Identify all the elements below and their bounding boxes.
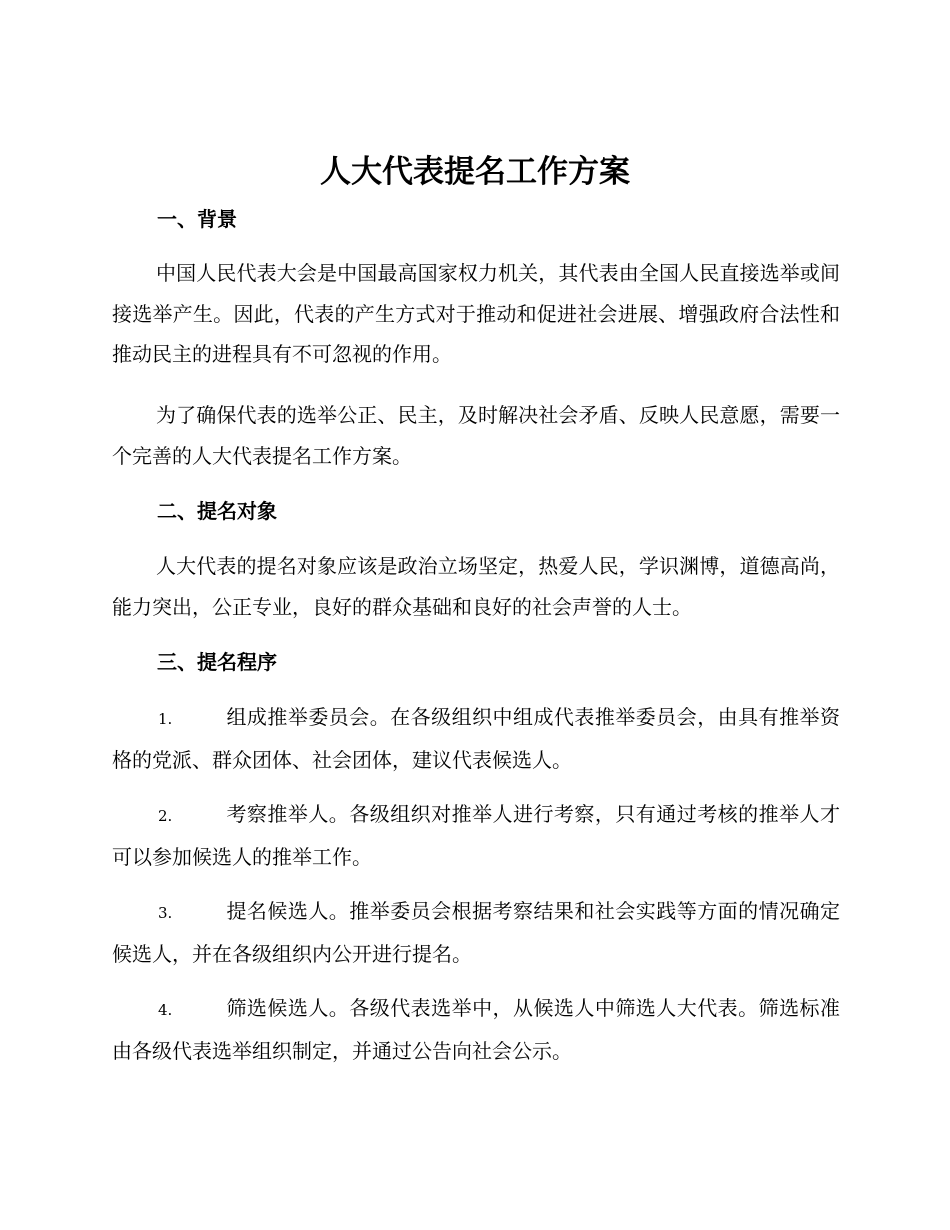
- nominees-paragraph: 人大代表的提名对象应该是政治立场坚定，热爱人民，学识渊博，道德高尚，能力突出，公正专业，良好的群众基础和良好的社会声誉的人士。: [112, 554, 840, 619]
- item-number: 2.: [158, 807, 173, 825]
- procedure-item: [112, 794, 840, 877]
- section-heading-nominees: 二、提名对象: [157, 499, 277, 523]
- procedure-item: [112, 988, 840, 1071]
- document-title: 人大代表提名工作方案: [320, 154, 630, 190]
- background-paragraph-2: 为了确保代表的选举公正、民主，及时解决社会矛盾、反映人民意愿，需要一个完善的人大代表提名工作方案。: [112, 403, 840, 468]
- item-text: 提名候选人。推举委员会根据考察结果和社会实践等方面的情况确定候选人，并在各级组织内公开进行提名。: [112, 899, 840, 966]
- item-number: 3.: [158, 904, 173, 922]
- item-text: 考察推举人。各级组织对推举人进行考察，只有通过考核的推举人才可以参加候选人的推举工作。: [112, 802, 840, 869]
- section-heading-background: 一、背景: [157, 207, 237, 231]
- procedure-item: [112, 697, 840, 780]
- section-heading-procedure: 三、提名程序: [157, 650, 277, 674]
- procedure-item: [112, 891, 840, 974]
- item-text: 筛选候选人。各级代表选举中，从候选人中筛选人大代表。筛选标准由各级代表选举组织制定，并通过公告向社会公示。: [112, 996, 840, 1063]
- item-number: 1.: [158, 710, 173, 728]
- background-paragraph-1: 中国人民代表大会是中国最高国家权力机关，其代表由全国人民直接选举或间接选举产生。因此，代表的产生方式对于推动和促进社会进展、增强政府合法性和推动民主的进程具有不可忽视的作用。: [112, 261, 840, 366]
- item-number: 4.: [158, 1001, 173, 1019]
- item-text: 组成推举委员会。在各级组织中组成代表推举委员会，由具有推举资格的党派、群众团体、社会团体，建议代表候选人。: [112, 705, 840, 772]
